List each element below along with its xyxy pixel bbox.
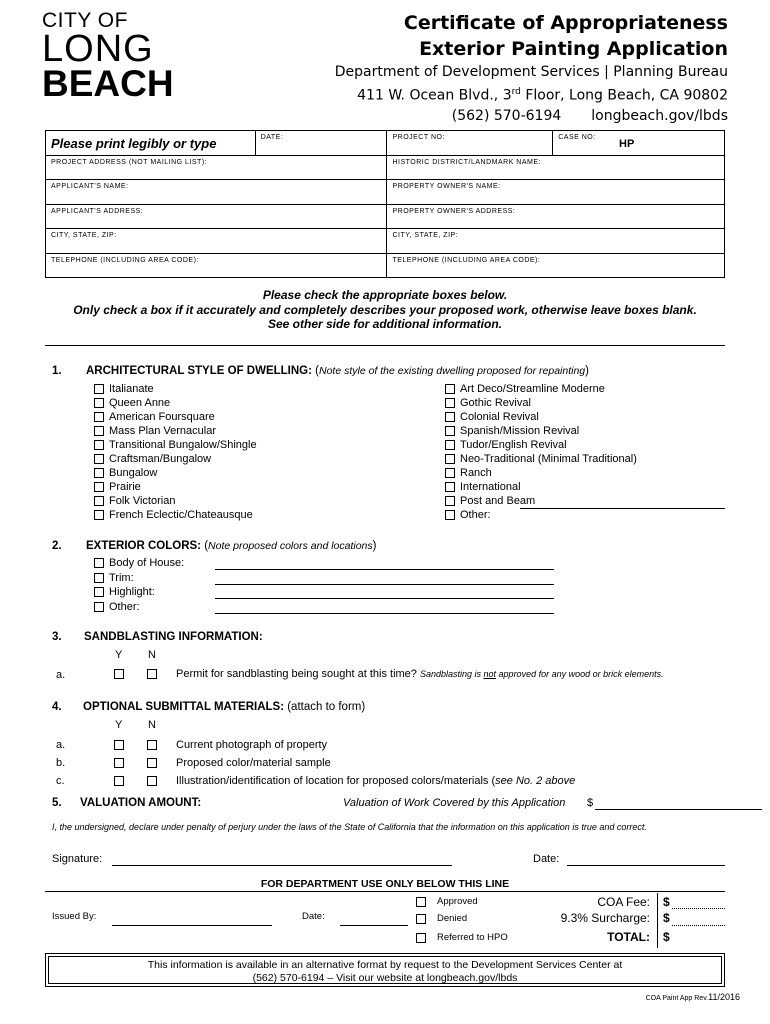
denied-label: Denied (437, 913, 468, 924)
surcharge-label: 9.3% Surcharge: (560, 911, 650, 925)
style-colonial-revival-label: Colonial Revival (460, 411, 539, 423)
style-mass-plan-vernacular[interactable] (94, 424, 216, 438)
issued-date-line[interactable] (340, 925, 408, 926)
signature-label: Signature: (52, 853, 103, 865)
submittal-letter: c. (56, 775, 65, 787)
coa-fee-dollar: $ (663, 895, 670, 909)
signature-line[interactable] (112, 865, 452, 866)
section-5-title: VALUATION AMOUNT: (80, 797, 202, 809)
logo-line-1: CITY OF (42, 9, 128, 32)
surcharge-dollar: $ (663, 911, 670, 925)
color-highlight--label: Highlight: (109, 586, 155, 598)
style-bungalow-checkbox[interactable] (94, 468, 104, 478)
applicant-name-field[interactable]: APPLICANT'S NAME: (46, 180, 387, 205)
style-spanish-mission-revival-label: Spanish/Mission Revival (460, 425, 580, 437)
style-italianate-checkbox[interactable] (94, 384, 104, 394)
logo-line-2: LONG (42, 28, 154, 70)
contact (335, 106, 728, 126)
color-highlight--checkbox[interactable] (94, 587, 104, 597)
signature-date-line[interactable] (567, 865, 725, 866)
case-no-field[interactable]: CASE NO: (553, 131, 725, 156)
style-colonial-revival-checkbox[interactable] (445, 412, 455, 422)
style-tudor-english-revival[interactable] (445, 438, 567, 452)
style-queen-anne-checkbox[interactable] (94, 398, 104, 408)
style-other--checkbox[interactable] (445, 510, 455, 520)
style-french-eclectic-chateausque-checkbox[interactable] (94, 510, 104, 520)
yes-header: Y (115, 719, 123, 731)
page-subtitle: Exterior Painting Application (419, 38, 728, 60)
style-spanish-mission-revival[interactable] (445, 424, 579, 438)
project-no-field[interactable]: PROJECT NO: (387, 131, 553, 156)
submittal-item: Illustration/identification of location for proposed colors/materials (see No. 2 above (176, 775, 576, 787)
section-3-number: 3. (52, 631, 62, 643)
submittal-letter: b. (56, 757, 66, 769)
no-header: N (148, 719, 156, 731)
style-mass-plan-vernacular-label: Mass Plan Vernacular (109, 425, 216, 437)
style-international-label: International (460, 481, 521, 493)
logo-line-3: BEACH (42, 63, 174, 104)
style-italianate[interactable] (94, 382, 154, 396)
section-3-title: SANDBLASTING INFORMATION: (84, 631, 263, 643)
denied-checkbox[interactable] (416, 914, 426, 924)
style-american-foursquare-label: American Foursquare (109, 411, 215, 423)
signature-date-label: Date: (533, 853, 560, 865)
date-field[interactable]: DATE: (255, 131, 387, 156)
valuation-input[interactable] (595, 809, 762, 810)
color-trim--checkbox[interactable] (94, 573, 104, 583)
valuation-dollar: $ (587, 797, 594, 809)
website-link[interactable]: longbeach.gov/lbds (591, 107, 728, 124)
style-gothic-revival[interactable] (445, 396, 531, 410)
department-use-heading: FOR DEPARTMENT USE ONLY BELOW THIS LINE (260, 878, 510, 890)
other-style-line[interactable] (520, 508, 725, 509)
style-other-[interactable] (445, 508, 491, 522)
city-logo (42, 10, 177, 102)
applicant-info-table (45, 130, 725, 278)
style-gothic-revival-checkbox[interactable] (445, 398, 455, 408)
style-transitional-bungalow-shingle[interactable] (94, 438, 257, 452)
submittal-yes-checkbox[interactable] (114, 758, 124, 768)
style-bungalow-label: Bungalow (109, 467, 158, 479)
color-body-of-house-[interactable] (94, 556, 184, 570)
section-4-title: OPTIONAL SUBMITTAL MATERIALS: (attach to form) (83, 701, 366, 713)
department-divider (45, 891, 725, 892)
project-address-field[interactable]: PROJECT ADDRESS (NOT MAILING LIST): (46, 155, 387, 180)
applicant-telephone-field[interactable]: TELEPHONE (INCLUDING AREA CODE): (46, 253, 387, 278)
page-title: Certificate of Appropriateness (403, 12, 728, 34)
color-trim-[interactable] (94, 571, 134, 585)
color-other-[interactable] (94, 600, 140, 614)
style-folk-victorian-checkbox[interactable] (94, 496, 104, 506)
color-trim--label: Trim: (109, 571, 134, 584)
address: 411 W. Ocean Blvd., 3rd Floor, Long Beach, CA 90802 (357, 87, 728, 104)
style-spanish-mission-revival-checkbox[interactable] (445, 426, 455, 436)
style-american-foursquare-checkbox[interactable] (94, 412, 104, 422)
color-input-2[interactable] (215, 598, 554, 599)
instructions: Please check the appropriate boxes below. Only check a box if it accurately and completely describes your proposed work, otherwise leave boxes blank. See other side for additional information. (73, 288, 697, 331)
color-input-0[interactable] (215, 569, 554, 570)
submittal-yes-checkbox[interactable] (114, 740, 124, 750)
style-ranch-label: Ranch (460, 467, 492, 479)
style-craftsman-bungalow[interactable] (94, 452, 211, 466)
section-4-number: 4. (52, 701, 62, 713)
submittal-item: Proposed color/material sample (176, 757, 331, 769)
owner-address-field[interactable]: PROPERTY OWNER'S ADDRESS: (387, 204, 725, 229)
style-post-and-beam[interactable] (445, 494, 535, 508)
style-craftsman-bungalow-checkbox[interactable] (94, 454, 104, 464)
applicant-address-field[interactable]: APPLICANT'S ADDRESS: (46, 204, 387, 229)
section-1-number: 1. (52, 365, 62, 377)
sandblast-yes-checkbox[interactable] (114, 669, 124, 679)
style-colonial-revival[interactable] (445, 410, 539, 424)
submittal-no-checkbox[interactable] (147, 740, 157, 750)
style-craftsman-bungalow-label: Craftsman/Bungalow (109, 453, 212, 465)
style-post-and-beam-checkbox[interactable] (445, 496, 455, 506)
submittal-item: Current photograph of property (176, 739, 328, 751)
color-input-3[interactable] (215, 613, 554, 614)
historic-district-field[interactable]: HISTORIC DISTRICT/LANDMARK NAME: (387, 155, 725, 180)
style-prairie[interactable] (94, 480, 141, 494)
color-other--checkbox[interactable] (94, 602, 104, 612)
issued-date-label: Date: (302, 911, 325, 922)
style-international-checkbox[interactable] (445, 482, 455, 492)
declaration: I, the undersigned, declare under penalty of perjury under the laws of the State of California that the information on this application is true and correct. (52, 822, 647, 832)
referred-checkbox[interactable] (416, 933, 426, 943)
sandblast-question: Permit for sandblasting being sought at this time? Sandblasting is not approved for any wood or brick elements. (176, 668, 664, 680)
department: Department of Development Services | Planning Bureau (334, 64, 728, 80)
owner-city-field[interactable]: CITY, STATE, ZIP: (387, 229, 725, 254)
print-instruction: Please print legibly or type (46, 131, 256, 156)
yes-header: Y (115, 649, 123, 661)
style-italianate-label: Italianate (109, 383, 154, 395)
no-header: N (148, 649, 156, 661)
style-tudor-english-revival-checkbox[interactable] (445, 440, 455, 450)
valuation-label: Valuation of Work Covered by this Application (343, 797, 566, 809)
style-neo-traditional-minimal-traditional--checkbox[interactable] (445, 454, 455, 464)
total-dollar: $ (663, 930, 670, 944)
style-tudor-english-revival-label: Tudor/English Revival (460, 439, 567, 451)
submittal-no-checkbox[interactable] (147, 776, 157, 786)
color-other--label: Other: (109, 600, 140, 613)
referred-label: Referred to HPO (437, 932, 508, 943)
case-prefix: HP (619, 138, 635, 150)
style-french-eclectic-chateausque-label: French Eclectic/Chateausque (109, 509, 253, 521)
notice-box: This information is available in an alternative format by request to the Development Services Center at (562) 570-6194 – Visit our website at longbeach.gov/lbds (45, 953, 725, 987)
style-french-eclectic-chateausque[interactable] (94, 508, 253, 522)
sandblast-no-checkbox[interactable] (147, 669, 157, 679)
style-prairie-checkbox[interactable] (94, 482, 104, 492)
section-3-letter: a. (56, 669, 66, 681)
style-mass-plan-vernacular-checkbox[interactable] (94, 426, 104, 436)
style-queen-anne-label: Queen Anne (109, 397, 171, 409)
section-2-title: EXTERIOR COLORS: (Note proposed colors and locations) (86, 540, 377, 552)
style-ranch-checkbox[interactable] (445, 468, 455, 478)
submittal-no-checkbox[interactable] (147, 758, 157, 768)
owner-telephone-field[interactable]: TELEPHONE (INCLUDING AREA CODE): (387, 253, 725, 278)
phone: (562) 570-6194 (451, 107, 562, 124)
color-body-of-house--checkbox[interactable] (94, 558, 104, 568)
style-art-deco-streamline-moderne[interactable] (445, 382, 605, 396)
style-international[interactable] (445, 480, 521, 494)
color-highlight-[interactable] (94, 585, 155, 599)
color-input-1[interactable] (215, 584, 554, 585)
style-transitional-bungalow-shingle-label: Transitional Bungalow/Shingle (109, 439, 257, 451)
approved-label: Approved (437, 896, 478, 907)
submittal-letter: a. (56, 739, 66, 751)
style-ranch[interactable] (445, 466, 492, 480)
applicant-city-field[interactable]: CITY, STATE, ZIP: (46, 229, 387, 254)
style-bungalow[interactable] (94, 466, 157, 480)
style-queen-anne[interactable] (94, 396, 170, 410)
surcharge-input[interactable] (672, 925, 725, 926)
style-art-deco-streamline-moderne-checkbox[interactable] (445, 384, 455, 394)
style-american-foursquare[interactable] (94, 410, 215, 424)
submittal-yes-checkbox[interactable] (114, 776, 124, 786)
total-label: TOTAL: (607, 930, 650, 944)
approved-checkbox[interactable] (416, 897, 426, 907)
style-transitional-bungalow-shingle-checkbox[interactable] (94, 440, 104, 450)
style-post-and-beam-label: Post and Beam (460, 495, 536, 507)
section-5-number: 5. (52, 797, 62, 809)
section-1-title: ARCHITECTURAL STYLE OF DWELLING: (Note style of the existing dwelling proposed for repainting) (86, 365, 589, 377)
style-art-deco-streamline-moderne-label: Art Deco/Streamline Moderne (460, 383, 605, 395)
style-neo-traditional-minimal-traditional--label: Neo-Traditional (Minimal Traditional) (460, 453, 637, 465)
style-gothic-revival-label: Gothic Revival (460, 397, 531, 409)
style-other--label: Other: (460, 509, 491, 521)
coa-fee-label: COA Fee: (597, 895, 650, 909)
form-revision: COA Paint App Rev.11/2016 (645, 992, 740, 1002)
style-neo-traditional-minimal-traditional-[interactable] (445, 452, 637, 466)
section-2-number: 2. (52, 540, 62, 552)
issued-by-line[interactable] (112, 925, 272, 926)
divider (45, 345, 725, 346)
header (335, 10, 728, 126)
color-body-of-house--label: Body of House: (109, 557, 185, 569)
owner-name-field[interactable]: PROPERTY OWNER'S NAME: (387, 180, 725, 205)
issued-by-label: Issued By: (52, 911, 97, 922)
style-prairie-label: Prairie (109, 481, 141, 493)
style-folk-victorian-label: Folk Victorian (109, 495, 176, 507)
coa-fee-input[interactable] (672, 908, 725, 909)
style-folk-victorian[interactable] (94, 494, 175, 508)
